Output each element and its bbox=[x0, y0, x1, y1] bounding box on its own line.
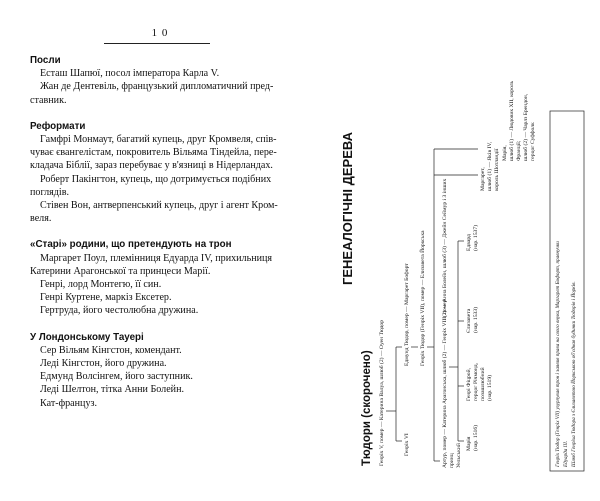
sister-mary-marriage-2: шлюб (2) — Чарлз Брендон, bbox=[523, 93, 529, 161]
cast-line: Леді Шелтон, тітка Анни Болейн. bbox=[40, 384, 185, 396]
cast-section bbox=[30, 238, 290, 317]
sister-mary-country: Франції; bbox=[516, 140, 522, 161]
cast-line: Катерини Арагонської та принцеси Марії. bbox=[30, 265, 211, 277]
child-fitzroy-born: (нар. 1519) bbox=[487, 375, 493, 401]
footnote-line-1: Генріх Тюдор (Генріх VII) узурпував трон і заявив права на свого внука, Маргарет Бофорт, правнучки bbox=[555, 241, 561, 467]
cast-line: Есташ Шапюї, посол імператора Карла V. bbox=[40, 68, 220, 80]
section-heading: Реформати bbox=[30, 120, 86, 132]
cast-line: Маргарет Поул, племінниця Едуарда IV, прихильниця bbox=[40, 252, 273, 264]
sister-mary-marriage-1: шлюб (1) — Людовик XII, король bbox=[509, 80, 515, 161]
cast-line: Кат-француз. bbox=[40, 397, 98, 409]
page-number: 1 0 bbox=[151, 27, 169, 39]
row-edmund-tudor: Едмунд Тюдор, помер — Маргарет Бофорт bbox=[404, 263, 410, 366]
cast-line: Гамфрі Монмаут, багатий купець, друг Кромвеля, спів- bbox=[40, 134, 277, 146]
row-henry-vi: Генріх VI bbox=[404, 433, 410, 456]
footnote-line-2: Едуарда III. bbox=[563, 440, 569, 467]
child-edward-born: (нар. 1537) bbox=[473, 225, 479, 251]
sister-margaret: Маргарет, bbox=[480, 167, 486, 191]
cast-line: Роберт Пакінгтон, купець, що дотримується подібних bbox=[40, 173, 272, 185]
diagram-title: ГЕНЕАЛОГІЧНІ ДЕРЕВА bbox=[340, 131, 355, 285]
cast-list bbox=[30, 54, 290, 423]
cast-line: Леді Кінгстон, його дружина. bbox=[40, 358, 167, 370]
child-edward: Едвард bbox=[466, 234, 472, 251]
sister-mary-title: герцог Суффолк bbox=[530, 122, 536, 161]
cast-section bbox=[30, 54, 290, 107]
section-heading: У Лондонському Тауері bbox=[30, 331, 144, 343]
footnote-line-3: Шлюб Генріха Тюдора з Єлизаветою Йоркською об'єднав будинки Тюдорів і Йорків. bbox=[571, 281, 577, 467]
section-heading: «Старі» родини, що претендують на трон bbox=[30, 239, 232, 251]
row-arthur-henry-viii: Артур, помер — Катерина Арагонська, шлюб (2) — Генріх VIII, помер bbox=[442, 299, 448, 468]
cast-line: кладача Біблії, зараз перебуває у в'язниці в Нідерландах. bbox=[30, 160, 273, 172]
section-heading: Посли bbox=[30, 55, 61, 66]
child-elizabeth: Єлизавета bbox=[466, 308, 472, 333]
child-fitzroy-status: позашлюбний bbox=[480, 367, 486, 401]
cast-line: Гертруда, його честолюбна дружина. bbox=[40, 305, 199, 317]
cast-line: чуває євангелістам, покровитель Вільяма Тіндейла, пере- bbox=[30, 147, 277, 159]
row-arthur-title-2: Уельський bbox=[456, 443, 462, 468]
cast-section bbox=[30, 331, 290, 410]
cast-line: Стівен Вон, антверпенський купець, друг і агент Кром- bbox=[40, 200, 278, 212]
sister-margaret-marriage: шлюб (1) — Яків IV, bbox=[487, 141, 493, 191]
sister-margaret-title: король Шотландії bbox=[494, 148, 500, 191]
cast-section bbox=[30, 120, 290, 226]
child-mary-born: (нар. 1516) bbox=[473, 425, 479, 451]
row-anne-boleyn: (2) — Анна Болейн, шлюб (3) — Джейн Сеймур і 3 інших bbox=[442, 178, 448, 317]
cast-line: Жан де Дентевіль, французький дипломатичний пред- bbox=[40, 81, 274, 93]
cast-line: веля. bbox=[30, 213, 52, 225]
cast-line: ставник. bbox=[30, 94, 67, 106]
child-elizabeth-born: (нар. 1533) bbox=[473, 307, 479, 333]
row-arthur-title-1: принц bbox=[449, 453, 455, 468]
cast-line: Едмунд Волсінгем, його заступник. bbox=[40, 371, 193, 383]
cast-line: Сер Вільям Кінгстон, комендант. bbox=[40, 344, 182, 356]
cast-line: Генрі Куртене, маркіз Ексетер. bbox=[40, 292, 172, 304]
child-mary: Марія bbox=[466, 436, 472, 451]
sister-mary: Марія, bbox=[502, 145, 508, 161]
row-henry-vii: Генріх Тюдор (Генріх VII), помер — Елизавета Йоркська bbox=[420, 230, 426, 366]
child-fitzroy-title: герцог Річмонд, bbox=[473, 362, 479, 401]
child-fitzroy: Генрі Фіцрой, bbox=[466, 368, 472, 401]
row-henry-v: Генріх V, помер — Катерина Валуа, шлюб (2) — Оуен Тюдор bbox=[379, 319, 385, 466]
cast-line: поглядів. bbox=[30, 186, 69, 198]
page-number-rule bbox=[104, 43, 210, 44]
diagram-subtitle: Тюдори (скорочено) bbox=[361, 350, 373, 466]
family-tree-page bbox=[300, 0, 600, 501]
cast-line: Генрі, лорд Монтегю, її син. bbox=[40, 279, 162, 291]
family-tree-diagram bbox=[300, 0, 600, 501]
